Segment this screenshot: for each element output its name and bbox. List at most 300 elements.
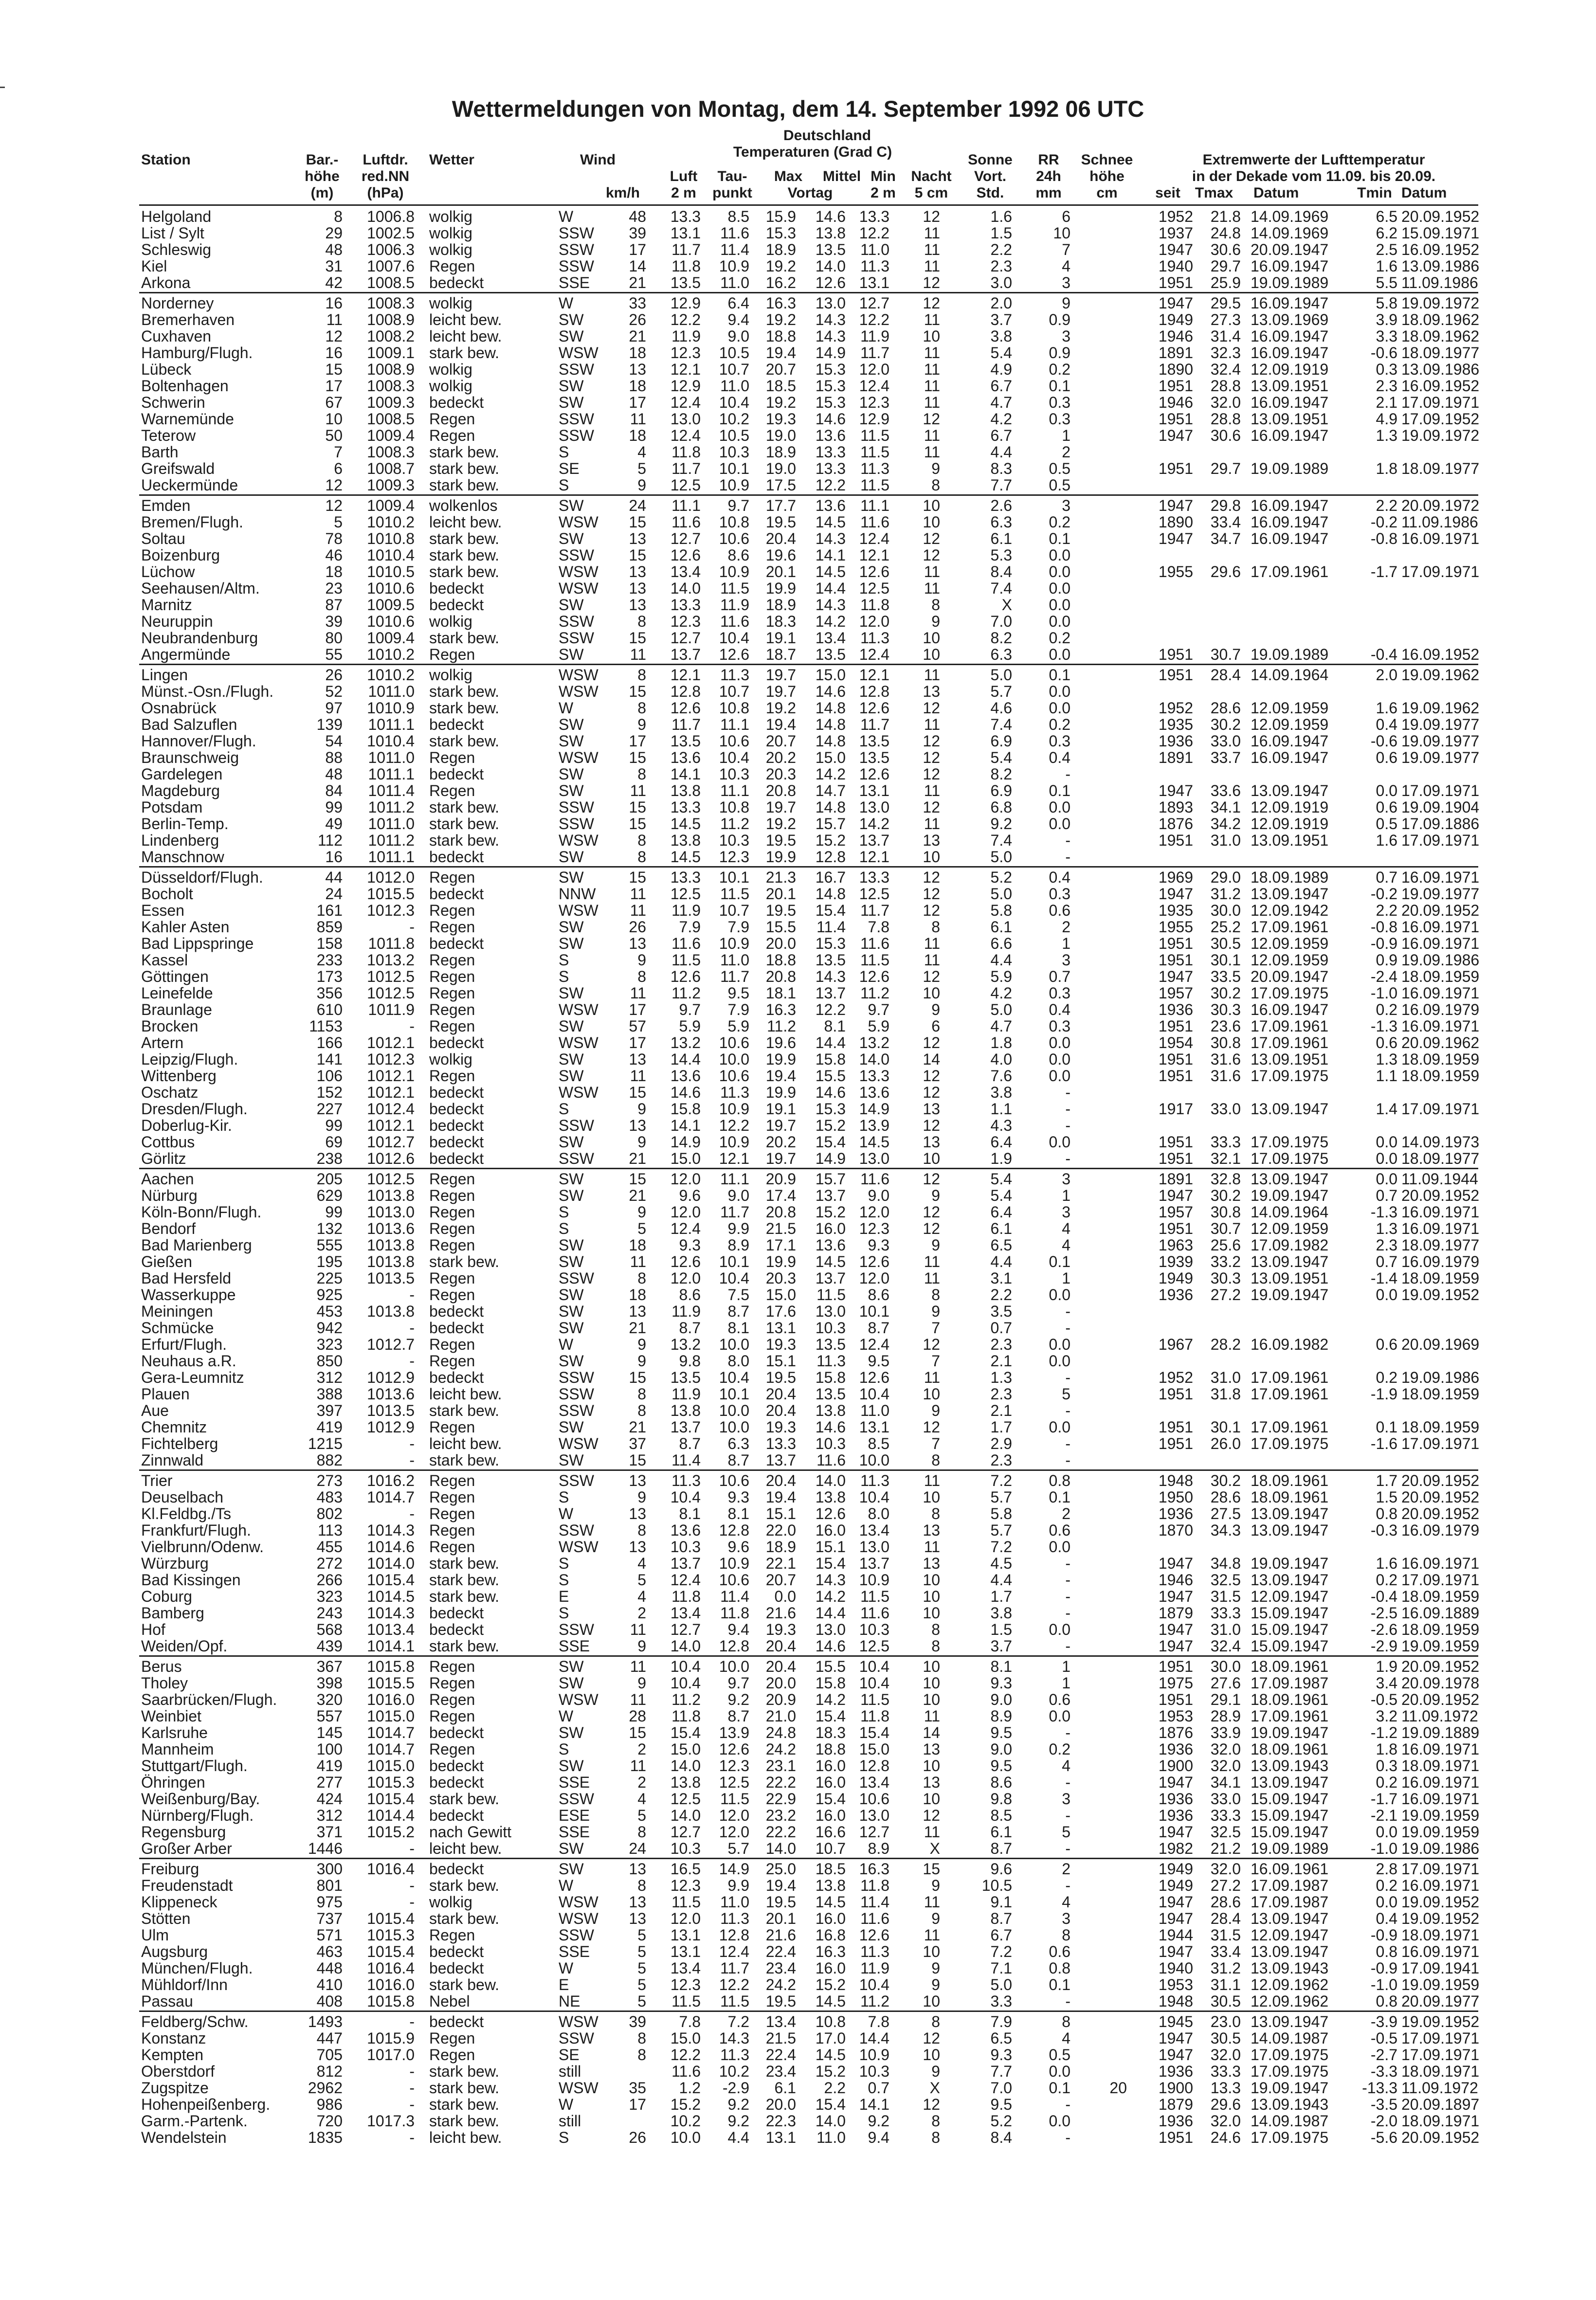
cell-wind-dir: WSW — [559, 1893, 598, 1911]
cell-min-temp: 12.9 — [859, 410, 889, 428]
cell-tmin-date: 19.09.1977 — [1401, 716, 1480, 733]
cell-wind-speed: 48 — [629, 208, 646, 225]
cell-min-temp: 14.9 — [859, 1100, 889, 1118]
cell-sunshine: 4.2 — [990, 410, 1012, 428]
cell-tmax-date: 16.09.1947 — [1251, 1001, 1329, 1018]
cell-pressure: 1012.0 — [367, 869, 415, 886]
cell-tmax: 31.2 — [1210, 885, 1241, 903]
cell-tmin-date: 17.09.1971 — [1401, 2029, 1480, 2047]
cell-tmax: 23.0 — [1210, 2013, 1241, 2030]
cell-dew-point: 11.3 — [720, 1084, 749, 1101]
cell-dew-point: 11.1 — [720, 782, 749, 799]
cell-air-temp: 13.7 — [670, 646, 701, 663]
cell-night-temp: 10 — [923, 1790, 940, 1808]
cell-wind-dir: SSW — [559, 815, 594, 833]
cell-weather: stark bew. — [429, 832, 500, 849]
cell-max-temp: 16.3 — [765, 1001, 796, 1018]
cell-tmin: 0.7 — [1376, 1253, 1397, 1270]
cell-pressure: 1013.5 — [367, 1402, 415, 1419]
cell-station: Warnemünde — [141, 410, 234, 428]
header-min-1: Min — [871, 168, 896, 184]
cell-since-year: 1951 — [1158, 377, 1193, 395]
cell-wind-speed: 21 — [629, 327, 646, 345]
cell-tmax-date: 16.09.1947 — [1251, 513, 1329, 531]
cell-wind-speed: 5 — [637, 1943, 646, 1960]
cell-max-temp: 21.6 — [765, 1926, 796, 1944]
table-row — [0, 597, 1596, 613]
cell-wind-speed: 8 — [637, 666, 646, 684]
header-wetter: Wetter — [429, 152, 474, 168]
cell-air-temp: 14.5 — [670, 815, 701, 833]
cell-air-temp: 12.5 — [670, 1790, 701, 1808]
cell-wind-speed: 35 — [629, 2079, 646, 2097]
cell-wind-dir: WSW — [559, 832, 598, 849]
cell-sunshine: 9.6 — [990, 1860, 1012, 1878]
cell-tmax-date: 13.09.1951 — [1251, 832, 1329, 849]
cell-min-temp: 9.7 — [868, 1001, 889, 1018]
cell-wind-dir: SSW — [559, 2029, 594, 2047]
cell-dew-point: 10.6 — [719, 1034, 749, 1051]
cell-wind-speed: 18 — [629, 1236, 646, 1254]
cell-station: Manschnow — [141, 848, 224, 866]
cell-night-temp: 11 — [924, 257, 940, 275]
cell-weather: Regen — [429, 646, 475, 663]
cell-tmin: 0.2 — [1376, 1571, 1397, 1589]
cell-tmin-date: 18.09.1962 — [1401, 311, 1480, 328]
cell-tmax: 33.4 — [1210, 1943, 1241, 1960]
cell-tmin-date: 20.09.1952 — [1401, 1488, 1480, 1506]
cell-dew-point: 10.7 — [719, 902, 749, 919]
table-row — [0, 849, 1596, 865]
cell-rain: 3 — [1062, 1790, 1070, 1808]
cell-air-temp: 12.0 — [670, 1910, 701, 1927]
cell-air-temp: 10.2 — [670, 2112, 701, 2130]
cell-rain: 0.1 — [1049, 377, 1070, 395]
cell-mean-temp: 15.5 — [815, 1658, 846, 1675]
cell-night-temp: 11 — [924, 241, 940, 258]
cell-tmax: 31.1 — [1210, 1976, 1241, 1993]
cell-weather: stark bew. — [429, 563, 500, 580]
cell-tmin: 0.8 — [1376, 1943, 1397, 1960]
cell-mean-temp: 14.3 — [815, 530, 846, 547]
cell-tmax: 23.6 — [1210, 1017, 1241, 1035]
cell-weather: leicht bew. — [429, 1435, 502, 1452]
cell-wind-speed: 37 — [629, 1435, 646, 1452]
cell-max-temp: 19.1 — [765, 1100, 796, 1118]
cell-max-temp: 11.2 — [767, 1017, 796, 1035]
cell-since-year: 1954 — [1158, 1034, 1193, 1051]
cell-bar-height: 112 — [317, 832, 343, 849]
cell-tmin: -0.9 — [1370, 1926, 1397, 1944]
cell-dew-point: 11.5 — [720, 1790, 749, 1808]
cell-station: Bamberg — [141, 1604, 204, 1622]
cell-tmax: 30.5 — [1210, 1992, 1241, 2010]
cell-weather: bedeckt — [429, 1807, 484, 1824]
cell-tmax-date: 20.09.1947 — [1251, 968, 1329, 985]
cell-tmin: 0.8 — [1376, 1505, 1397, 1522]
cell-night-temp: 13 — [923, 1740, 940, 1758]
cell-station: München/Flugh. — [141, 1959, 253, 1977]
cell-pressure: 1008.3 — [367, 377, 415, 395]
cell-mean-temp: 15.3 — [815, 361, 846, 378]
cell-tmin-date: 20.09.1962 — [1401, 1034, 1480, 1051]
cell-wind-dir: SSW — [559, 361, 594, 378]
cell-tmax-date: 17.09.1975 — [1251, 1435, 1329, 1452]
cell-station: Norderney — [141, 294, 214, 312]
cell-sunshine: 4.4 — [990, 443, 1012, 461]
cell-dew-point: 7.5 — [727, 1286, 749, 1304]
cell-tmin-date: 18.09.1959 — [1401, 1588, 1480, 1605]
cell-station: Essen — [141, 902, 184, 919]
cell-night-temp: 11 — [924, 580, 940, 597]
cell-mean-temp: 13.0 — [815, 1621, 846, 1638]
cell-tmax: 30.0 — [1210, 902, 1241, 919]
cell-tmin: -2.6 — [1370, 1621, 1397, 1638]
cell-weather: wolkig — [429, 1893, 472, 1911]
cell-wind-dir: SW — [559, 1286, 584, 1304]
cell-station: Leipzig/Flugh. — [141, 1050, 238, 1068]
cell-since-year: 1879 — [1158, 1604, 1193, 1622]
cell-wind-speed: 4 — [637, 443, 646, 461]
cell-tmin-date: 19.09.1962 — [1401, 666, 1480, 684]
cell-tmin-date: 17.09.1971 — [1401, 832, 1480, 849]
cell-tmin: 1.7 — [1376, 1472, 1397, 1489]
cell-sunshine: 2.2 — [990, 1286, 1012, 1304]
table-row — [0, 497, 1596, 514]
cell-since-year: 1947 — [1158, 968, 1193, 985]
cell-min-temp: 13.0 — [859, 1807, 889, 1824]
cell-tmin: 0.6 — [1376, 749, 1397, 766]
cell-since-year: 1900 — [1158, 1757, 1193, 1775]
cell-night-temp: 7 — [931, 1435, 940, 1452]
cell-night-temp: 10 — [923, 1588, 940, 1605]
cell-rain: 0.8 — [1049, 1472, 1070, 1489]
cell-wind-speed: 9 — [637, 1203, 646, 1221]
cell-bar-height: 16 — [325, 294, 343, 312]
cell-tmax-date: 17.09.1975 — [1251, 1133, 1329, 1151]
table-row — [0, 530, 1596, 547]
cell-tmin: 1.6 — [1376, 1555, 1397, 1572]
cell-sunshine: 6.5 — [990, 1236, 1012, 1254]
cell-station: Bad Hersfeld — [141, 1269, 231, 1287]
cell-max-temp: 16.3 — [765, 294, 796, 312]
cell-wind-speed: 4 — [637, 1790, 646, 1808]
cell-night-temp: 11 — [924, 563, 940, 580]
cell-wind-dir: SW — [559, 782, 584, 799]
cell-pressure: 1015.0 — [367, 1757, 415, 1775]
cell-tmin: 3.9 — [1376, 311, 1397, 328]
cell-wind-speed: 9 — [637, 476, 646, 494]
cell-mean-temp: 14.6 — [815, 683, 846, 700]
cell-weather: bedeckt — [429, 1319, 484, 1337]
cell-since-year: 1937 — [1158, 224, 1193, 242]
cell-tmax: 31.6 — [1210, 1050, 1241, 1068]
cell-sunshine: 4.3 — [990, 1117, 1012, 1134]
cell-min-temp: 11.4 — [860, 1893, 889, 1911]
cell-dew-point: 10.7 — [719, 683, 749, 700]
cell-mean-temp: 13.7 — [815, 1187, 846, 1204]
cell-air-temp: 13.8 — [670, 1402, 701, 1419]
cell-air-temp: 13.8 — [670, 1774, 701, 1791]
cell-since-year: 1951 — [1158, 274, 1193, 291]
cell-mean-temp: 2.2 — [824, 2079, 846, 2097]
cell-wind-dir: SW — [559, 1187, 584, 1204]
cell-rain: 2 — [1062, 918, 1070, 936]
cell-dew-point: 10.7 — [719, 361, 749, 378]
cell-weather: stark bew. — [429, 1877, 500, 1894]
cell-bar-height: 8 — [334, 208, 343, 225]
table-row — [0, 1741, 1596, 1757]
cell-tmin-date: 16.09.1971 — [1401, 1555, 1480, 1572]
cell-min-temp: 11.6 — [860, 1604, 889, 1622]
cell-max-temp: 21.5 — [765, 1220, 796, 1237]
cell-min-temp: 10.9 — [859, 2046, 889, 2064]
cell-weather: Regen — [429, 1926, 475, 1944]
cell-tmin-date: 11.09.1972 — [1401, 1707, 1478, 1725]
cell-night-temp: 13 — [923, 1521, 940, 1539]
cell-night-temp: 10 — [923, 1943, 940, 1960]
cell-tmin: -3.3 — [1370, 2063, 1397, 2080]
cell-pressure: 1012.5 — [367, 968, 415, 985]
cell-bar-height: 986 — [316, 2096, 343, 2113]
cell-sunshine: 5.3 — [990, 546, 1012, 564]
cell-mean-temp: 15.8 — [815, 1050, 846, 1068]
cell-weather: stark bew. — [429, 1555, 500, 1572]
cell-max-temp: 18.9 — [765, 241, 796, 258]
cell-air-temp: 10.4 — [670, 1488, 701, 1506]
cell-station: Oschatz — [141, 1084, 199, 1101]
cell-wind-dir: SSW — [559, 1621, 594, 1638]
cell-wind-speed: 15 — [629, 749, 646, 766]
cell-tmax-date: 18.09.1989 — [1251, 869, 1329, 886]
cell-bar-height: 1493 — [308, 2013, 343, 2030]
cell-air-temp: 12.4 — [670, 394, 701, 411]
cell-air-temp: 13.5 — [670, 1369, 701, 1386]
cell-tmin: -2.9 — [1370, 1637, 1397, 1655]
cell-weather: Regen — [429, 1352, 475, 1370]
cell-wind-dir: WSW — [559, 1435, 598, 1452]
cell-night-temp: 12 — [923, 699, 940, 717]
cell-tmax: 21.8 — [1210, 208, 1241, 225]
cell-night-temp: 7 — [931, 1352, 940, 1370]
cell-wind-speed: 15 — [629, 1369, 646, 1386]
table-row — [0, 2080, 1596, 2096]
cell-tmax-date: 12.09.1962 — [1251, 1976, 1329, 1993]
cell-dew-point: 10.6 — [719, 1067, 749, 1085]
cell-rain: - — [1065, 1369, 1070, 1386]
cell-wind-speed: 17 — [629, 2096, 646, 2113]
cell-air-temp: 13.6 — [670, 1067, 701, 1085]
cell-wind-speed: 5 — [637, 1976, 646, 1993]
cell-air-temp: 13.4 — [670, 563, 701, 580]
cell-min-temp: 8.7 — [868, 1319, 889, 1337]
cell-wind-dir: SSW — [559, 1402, 594, 1419]
cell-tmin-date: 18.09.1959 — [1401, 1269, 1480, 1287]
cell-tmin-date: 19.09.1959 — [1401, 1807, 1480, 1824]
cell-tmax-date: 16.09.1947 — [1251, 732, 1329, 750]
cell-tmin-date: 20.09.1972 — [1401, 497, 1480, 514]
cell-tmax-date: 17.09.1961 — [1251, 1385, 1329, 1403]
cell-mean-temp: 15.8 — [815, 1369, 846, 1386]
cell-bar-height: 629 — [316, 1187, 343, 1204]
cell-night-temp: 8 — [931, 1637, 940, 1655]
cell-air-temp: 11.9 — [671, 902, 701, 919]
cell-night-temp: 12 — [923, 1067, 940, 1085]
cell-sunshine: 1.3 — [990, 1369, 1012, 1386]
cell-since-year: 1936 — [1158, 1740, 1193, 1758]
cell-mean-temp: 15.7 — [815, 1170, 846, 1188]
cell-pressure: 1012.4 — [367, 1100, 415, 1118]
cell-tmin-date: 17.09.1971 — [1401, 394, 1480, 411]
cell-wind-dir: ESE — [559, 1807, 590, 1824]
cell-min-temp: 12.1 — [859, 546, 889, 564]
cell-night-temp: 12 — [923, 294, 940, 312]
cell-since-year: 1947 — [1158, 1910, 1193, 1927]
cell-bar-height: 52 — [325, 683, 343, 700]
cell-night-temp: 12 — [923, 546, 940, 564]
cell-sunshine: 4.9 — [990, 361, 1012, 378]
cell-tmin: -1.6 — [1370, 1435, 1397, 1452]
cell-tmin-date: 16.09.1952 — [1401, 646, 1480, 663]
cell-since-year: 1947 — [1158, 1943, 1193, 1960]
cell-station: Zinnwald — [141, 1451, 204, 1469]
table-row — [0, 1539, 1596, 1555]
cell-station: Bad Lippspringe — [141, 935, 254, 952]
cell-rain: 0.3 — [1049, 1017, 1070, 1035]
table-row — [0, 1708, 1596, 1724]
cell-min-temp: 11.2 — [860, 984, 889, 1002]
cell-tmin: -5.6 — [1370, 2129, 1397, 2146]
cell-max-temp: 0.0 — [774, 1588, 796, 1605]
cell-dew-point: 12.4 — [719, 1943, 749, 1960]
cell-mean-temp: 14.4 — [815, 580, 846, 597]
cell-tmax: 34.1 — [1210, 1774, 1241, 1791]
cell-tmin-date: 16.09.1971 — [1401, 1943, 1480, 1960]
cell-wind-speed: 4 — [637, 1555, 646, 1572]
cell-night-temp: 11 — [924, 1926, 940, 1944]
cell-wind-dir: WSW — [559, 580, 598, 597]
cell-dew-point: 11.7 — [720, 1203, 749, 1221]
cell-night-temp: 13 — [923, 1133, 940, 1151]
cell-dew-point: 12.6 — [719, 1740, 749, 1758]
cell-rain: - — [1065, 1451, 1070, 1469]
cell-dew-point: 9.7 — [727, 497, 749, 514]
cell-weather: bedeckt — [429, 1084, 484, 1101]
cell-rain: 4 — [1062, 257, 1070, 275]
cell-pressure: 1010.4 — [367, 732, 415, 750]
cell-tmin: 1.1 — [1376, 1067, 1397, 1085]
cell-min-temp: 12.6 — [859, 968, 889, 985]
cell-wind-dir: SW — [559, 497, 584, 514]
header-vortag: Vortag — [787, 185, 833, 201]
cell-bar-height: 277 — [316, 1774, 343, 1791]
table-row — [0, 2030, 1596, 2046]
cell-air-temp: 12.3 — [670, 1877, 701, 1894]
cell-weather: Regen — [429, 1674, 475, 1692]
cell-tmax: 30.2 — [1210, 1472, 1241, 1489]
cell-bar-height: 5 — [334, 513, 343, 531]
cell-pressure: 1009.4 — [367, 629, 415, 647]
table-row — [0, 460, 1596, 477]
cell-tmin-date: 20.09.1977 — [1401, 1992, 1480, 2010]
cell-dew-point: 10.0 — [719, 1050, 749, 1068]
cell-max-temp: 20.1 — [765, 885, 796, 903]
cell-tmin-date: 18.09.1959 — [1401, 1385, 1480, 1403]
cell-since-year: 1950 — [1158, 1488, 1193, 1506]
cell-rain: 0.3 — [1049, 410, 1070, 428]
cell-dew-point: 10.6 — [719, 1472, 749, 1489]
cell-pressure: 1013.8 — [367, 1187, 415, 1204]
table-row — [0, 1270, 1596, 1286]
cell-weather: Regen — [429, 1269, 475, 1287]
cell-weather: stark bew. — [429, 732, 500, 750]
cell-mean-temp: 18.3 — [815, 1724, 846, 1741]
cell-wind-dir: SSW — [559, 427, 594, 444]
table-row — [0, 1220, 1596, 1237]
cell-night-temp: 10 — [923, 1385, 940, 1403]
cell-tmax-date: 15.09.1947 — [1251, 1621, 1329, 1638]
cell-dew-point: 11.0 — [720, 274, 749, 291]
cell-wind-dir: SSW — [559, 257, 594, 275]
cell-sunshine: 6.9 — [990, 782, 1012, 799]
cell-air-temp: 13.1 — [670, 224, 701, 242]
cell-rain: 2 — [1062, 443, 1070, 461]
cell-min-temp: 9.3 — [868, 1236, 889, 1254]
table-row — [0, 815, 1596, 832]
cell-night-temp: 13 — [923, 683, 940, 700]
cell-bar-height: 12 — [325, 476, 343, 494]
cell-station: Helgoland — [141, 208, 212, 225]
cell-tmax: 34.1 — [1210, 798, 1241, 816]
cell-tmax: 33.3 — [1210, 2063, 1241, 2080]
cell-dew-point: 9.3 — [727, 1488, 749, 1506]
cell-tmax: 30.8 — [1210, 1203, 1241, 1221]
cell-wind-dir: W — [559, 1877, 574, 1894]
cell-dew-point: 10.3 — [719, 765, 749, 783]
cell-max-temp: 19.2 — [765, 257, 796, 275]
cell-wind-speed: 11 — [630, 1621, 646, 1638]
cell-rain: 0.1 — [1049, 1976, 1070, 1993]
table-row — [0, 328, 1596, 344]
cell-dew-point: 10.1 — [719, 869, 749, 886]
cell-air-temp: 9.8 — [679, 1352, 701, 1370]
cell-air-temp: 11.7 — [671, 460, 701, 477]
cell-tmin: -1.0 — [1370, 1840, 1397, 1857]
cell-mean-temp: 14.6 — [815, 1084, 846, 1101]
cell-since-year: 1951 — [1158, 646, 1193, 663]
table-row — [0, 1286, 1596, 1303]
cell-sunshine: 5.7 — [990, 1488, 1012, 1506]
cell-sunshine: 2.9 — [990, 1435, 1012, 1452]
cell-rain: 2 — [1062, 1505, 1070, 1522]
cell-bar-height: 88 — [325, 749, 343, 766]
cell-tmin: -0.3 — [1370, 1521, 1397, 1539]
cell-tmin-date: 16.09.1971 — [1401, 918, 1480, 936]
cell-rain: 0.0 — [1049, 1418, 1070, 1436]
cell-min-temp: 12.0 — [859, 1269, 889, 1287]
cell-station: Saarbrücken/Flugh. — [141, 1691, 277, 1708]
cell-rain: - — [1065, 1435, 1070, 1452]
cell-station: Lübeck — [141, 361, 192, 378]
cell-weather: stark bew. — [429, 1588, 500, 1605]
cell-night-temp: 12 — [923, 208, 940, 225]
cell-sunshine: 10.5 — [981, 1877, 1012, 1894]
cell-bar-height: 152 — [316, 1084, 343, 1101]
cell-air-temp: 13.5 — [670, 274, 701, 291]
cell-wind-speed: 5 — [637, 1959, 646, 1977]
cell-min-temp: 12.5 — [859, 1637, 889, 1655]
cell-rain: 3 — [1062, 951, 1070, 969]
